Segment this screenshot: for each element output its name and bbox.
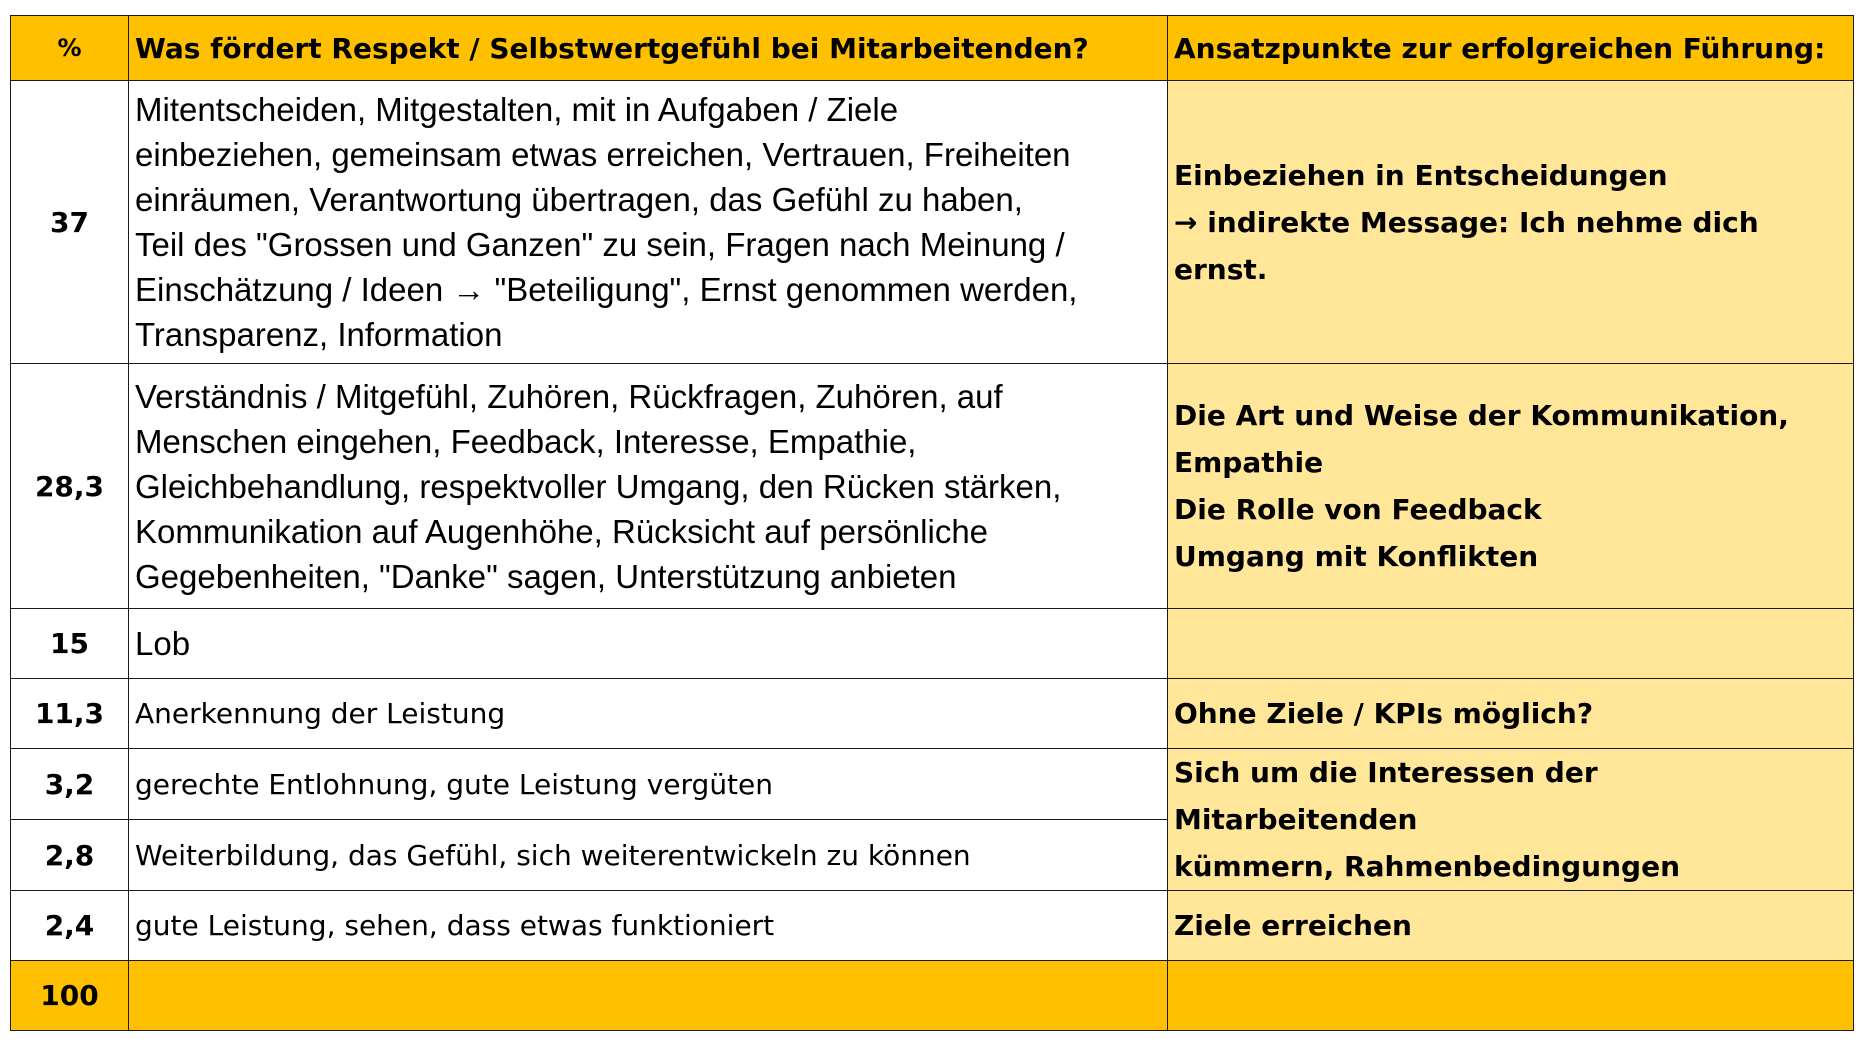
row-text: gute Leistung, sehen, dass etwas funktioniert [129,891,1168,961]
row-text [129,81,1168,364]
approach-line: → indirekte Message: Ich nehme dich ernst. [1174,205,1759,286]
approach-line: Die Rolle von Feedback [1174,493,1542,526]
row-text: Lob [129,609,1168,679]
text-line: einräumen, Verantwortung übertragen, das Gefühl zu haben, [135,181,1023,218]
survey-table [10,15,1854,1031]
row-approach: Ohne Ziele / KPIs möglich? [1168,679,1854,749]
row-percent: 3,2 [11,749,129,820]
approach-line: kümmern, Rahmenbedingungen [1174,850,1680,883]
row-approach: Ziele erreichen [1168,891,1854,961]
approach-line: Sich um die Interessen der Mitarbeitenden [1174,756,1598,836]
total-percent: 100 [11,961,129,1031]
text-line: Gleichbehandlung, respektvoller Umgang, den Rücken stärken, [135,467,1062,505]
total-row [11,961,1854,1031]
header-percent: % [11,16,129,81]
table-row [11,81,1854,364]
text-line: Einschätzung / Ideen → "Beteiligung", Ernst genommen werden, [135,271,1078,308]
text-line: Gegebenheiten, "Danke" sagen, Unterstützung anbieten [135,557,957,595]
merged-approach [1168,749,1854,891]
row-text [129,364,1168,609]
row-percent: 28,3 [11,364,129,609]
text-line: Mitentscheiden, Mitgestalten, mit in Aufgaben / Ziele [135,91,899,128]
header-approach: Ansatzpunkte zur erfolgreichen Führung: [1168,16,1854,81]
row-percent: 15 [11,609,129,679]
table-row [11,891,1854,961]
row-text: gerechte Entlohnung, gute Leistung vergüten [129,749,1168,820]
text-line: Menschen eingehen, Feedback, Interesse, Empathie, [135,422,917,460]
text-line: einbeziehen, gemeinsam etwas erreichen, Vertrauen, Freiheiten [135,136,1071,173]
table-row [11,749,1854,820]
row-text: Anerkennung der Leistung [129,679,1168,749]
row-percent: 11,3 [11,679,129,749]
table-row [11,679,1854,749]
text-line: Verständnis / Mitgefühl, Zuhören, Rückfragen, Zuhören, auf [135,377,1003,415]
text-line: Transparenz, Information [135,316,503,353]
approach-line: Umgang mit Konflikten [1174,540,1539,573]
header-row [11,16,1854,81]
approach-line: Empathie [1174,446,1324,479]
row-percent: 2,4 [11,891,129,961]
table-row [11,609,1854,679]
row-approach [1168,609,1854,679]
approach-line: Einbeziehen in Entscheidungen [1174,158,1668,192]
header-question: Was fördert Respekt / Selbstwertgefühl bei Mitarbeitenden? [129,16,1168,81]
row-percent: 2,8 [11,820,129,891]
row-text: Weiterbildung, das Gefühl, sich weiterentwickeln zu können [129,820,1168,891]
table-row [11,364,1854,609]
total-empty-cell [129,961,1168,1031]
total-empty-cell [1168,961,1854,1031]
row-approach [1168,81,1854,364]
text-line: Kommunikation auf Augenhöhe, Rücksicht auf persönliche [135,512,989,550]
text-line: Teil des "Grossen und Ganzen" zu sein, Fragen nach Meinung / [135,226,1065,263]
row-approach [1168,364,1854,609]
approach-line: Die Art und Weise der Kommunikation, [1174,399,1789,432]
row-percent: 37 [11,81,129,364]
